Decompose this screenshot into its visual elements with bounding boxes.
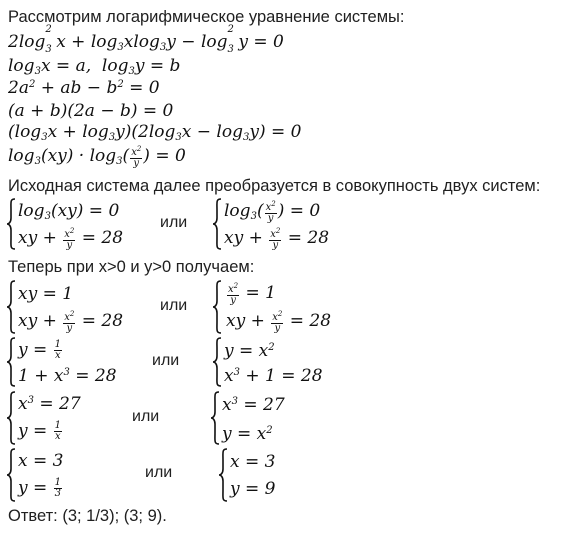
right-brace-2 [212, 280, 222, 334]
or-label-4: или [132, 408, 160, 425]
sys1-right-eq2: xy + $\frac{x^2}{y}$ = 28 [224, 227, 330, 251]
intro-text: Рассмотрим логарифмическое уравнение системы: [8, 8, 405, 26]
right-brace-5 [218, 448, 228, 502]
sys4-right-eq2: $y = x^2$ [222, 424, 273, 444]
condition-text: Теперь при x>0 и y>0 получаем: [8, 258, 255, 276]
sys3-left-eq2: $1 + x^3 = 28$ [18, 366, 117, 386]
answer-text: Ответ: (3; 1/3); (3; 9). [8, 507, 167, 525]
or-label-3: или [152, 352, 180, 369]
equation-line-2: $\log_3x = a$, $\log_3y = b$ [8, 56, 181, 77]
left-brace-3 [6, 337, 16, 387]
left-brace-1 [6, 198, 16, 250]
left-brace-5 [6, 448, 16, 502]
sys5-left-eq1: x = 3 [18, 451, 64, 471]
right-brace-4 [210, 391, 220, 445]
equation-line-3: $2a^2$ + ab − $b^2 = 0$ [8, 78, 160, 98]
transform-text: Исходная система далее преобразуется в совокупность двух систем: [8, 177, 541, 195]
sys2-left-eq1: xy = 1 [18, 284, 74, 304]
sys3-left-eq1: y = $\frac{1}{x}$ [18, 339, 62, 361]
sys1-right-eq1: $\log_3$( $\frac{x^2}{y}$ ) = 0 [224, 200, 321, 224]
sys5-right-eq2: y = 9 [230, 479, 276, 499]
sys1-left-eq1: $\log_3(xy) = 0$ [18, 201, 120, 222]
equation-line-4: (a + b)(2a − b) = 0 [8, 101, 174, 121]
equation-line-1: 2log 2 3 $x + \log_3xlog_3y - \log$ 2 3 y = 0 [8, 24, 284, 55]
or-label-2: или [160, 297, 188, 314]
sys2-right-eq2: xy + $\frac{x^2}{y}$ = 28 [226, 310, 332, 334]
sys2-left-eq2: xy + $\frac{x^2}{y}$ = 28 [18, 310, 124, 334]
or-label-5: или [145, 464, 173, 481]
right-brace-1 [212, 198, 222, 250]
or-label-1: или [160, 214, 188, 231]
left-brace-2 [6, 280, 16, 334]
sys5-right-eq1: x = 3 [230, 452, 276, 472]
equation-line-5: $(\log_3x + \log_3y)(2\log_3x - \log_3y) = 0$ [8, 122, 302, 143]
sys4-right-eq1: $x^3 = 27$ [222, 395, 285, 415]
sys4-left-eq1: $x^3 = 27$ [18, 394, 81, 414]
sys3-right-eq2: $x^3 + 1 = 28$ [224, 366, 323, 386]
sys3-right-eq1: $y = x^2$ [224, 341, 275, 361]
equation-line-6: $\log_3(xy) \cdot \log_3$( $\frac{x^2}{y}$ ) = 0 [8, 145, 186, 169]
sys4-left-eq2: y = $\frac{1}{x}$ [18, 420, 62, 442]
sys5-left-eq2: y = $\frac{1}{3}$ [18, 477, 62, 499]
right-brace-3 [212, 337, 222, 387]
sys1-left-eq2: xy + $\frac{x^2}{y}$ = 28 [18, 227, 124, 251]
sys2-right-eq1: $\frac{x^2}{y}$ = 1 [228, 282, 276, 306]
left-brace-4 [6, 391, 16, 445]
